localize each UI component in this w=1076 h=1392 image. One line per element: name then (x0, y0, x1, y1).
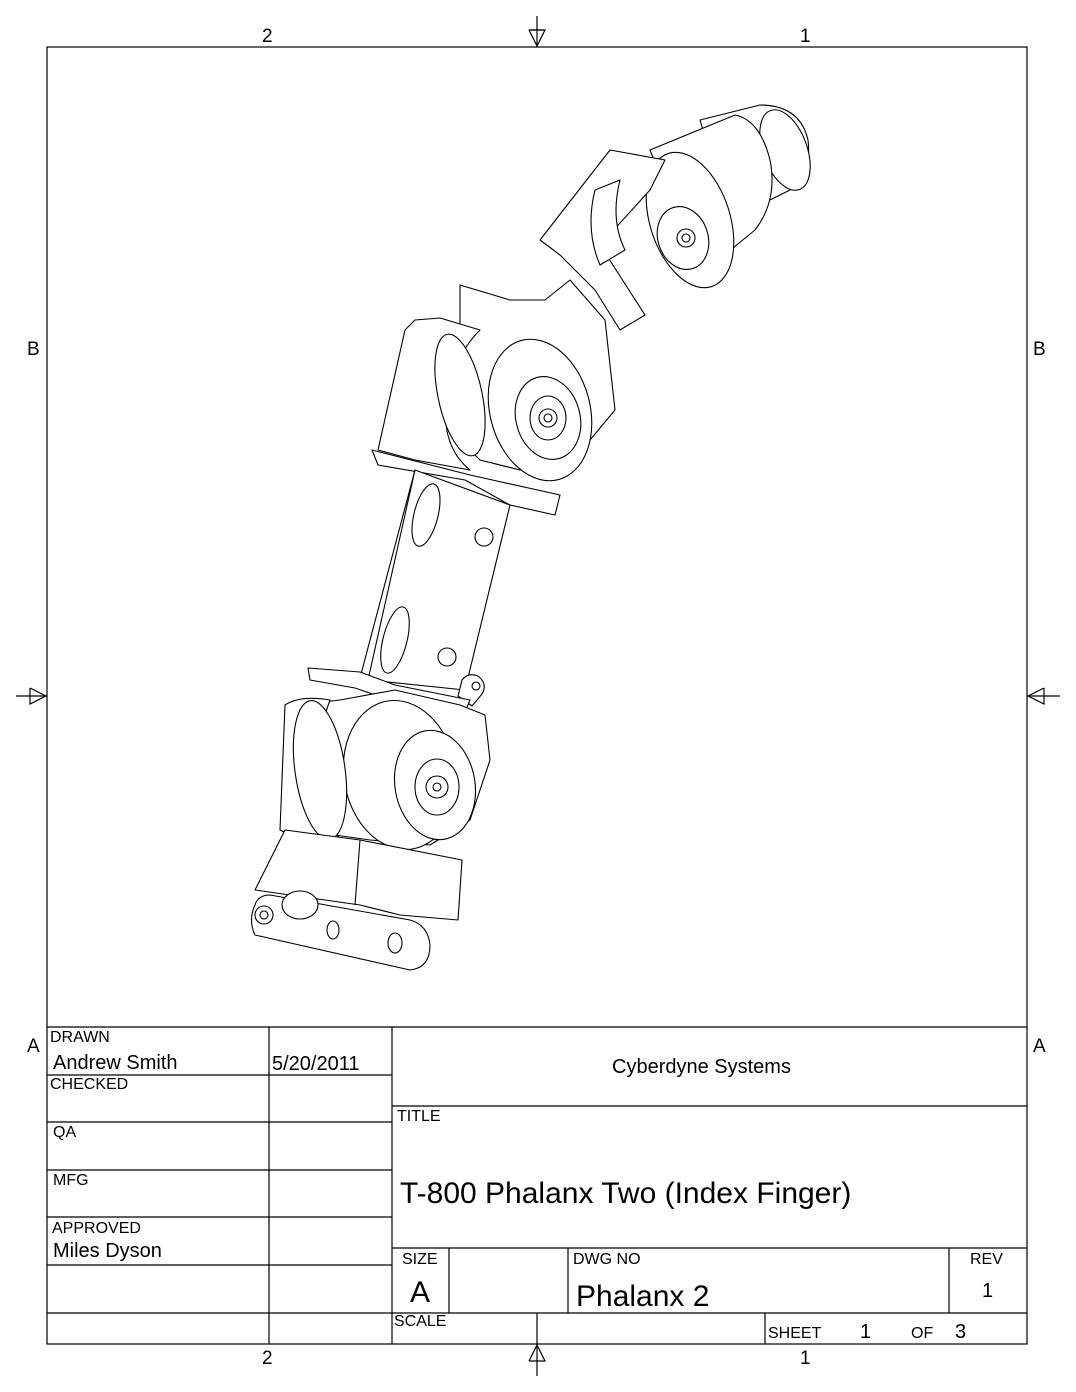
sheet-label: SHEET (768, 1325, 822, 1342)
drawn-label: DRAWN (50, 1029, 110, 1046)
approved-by: Miles Dyson (53, 1240, 162, 1262)
size-value: A (410, 1276, 431, 1309)
zone-label-top-2: 2 (262, 26, 273, 47)
qa-label: QA (53, 1124, 77, 1141)
size-label: SIZE (402, 1251, 438, 1268)
approved-label: APPROVED (52, 1220, 141, 1237)
zone-label-top-1: 1 (800, 26, 811, 47)
zone-label-left-a: A (27, 1036, 40, 1057)
zone-label-bottom-1: 1 (800, 1348, 811, 1369)
zone-label-left-b: B (27, 339, 40, 360)
dwg-no-value: Phalanx 2 (576, 1280, 710, 1313)
title-label: TITLE (397, 1108, 441, 1125)
sheet-total: 3 (955, 1321, 967, 1343)
sheet-number: 1 (860, 1321, 872, 1343)
dwg-no-label: DWG NO (573, 1251, 641, 1268)
rev-value: 1 (982, 1280, 994, 1302)
zone-label-right-a: A (1033, 1036, 1046, 1057)
drawn-date: 5/20/2011 (272, 1053, 360, 1075)
zone-label-bottom-2: 2 (262, 1348, 273, 1369)
scale-label: SCALE (394, 1313, 447, 1330)
company-name: Cyberdyne Systems (612, 1056, 791, 1078)
rev-label: REV (970, 1251, 1003, 1268)
drawing-title: T-800 Phalanx Two (Index Finger) (400, 1177, 852, 1210)
of-label: OF (911, 1325, 934, 1342)
zone-label-right-b: B (1033, 339, 1046, 360)
checked-label: CHECKED (50, 1076, 129, 1093)
drawn-by: Andrew Smith (53, 1052, 178, 1074)
mfg-label: MFG (53, 1172, 89, 1189)
